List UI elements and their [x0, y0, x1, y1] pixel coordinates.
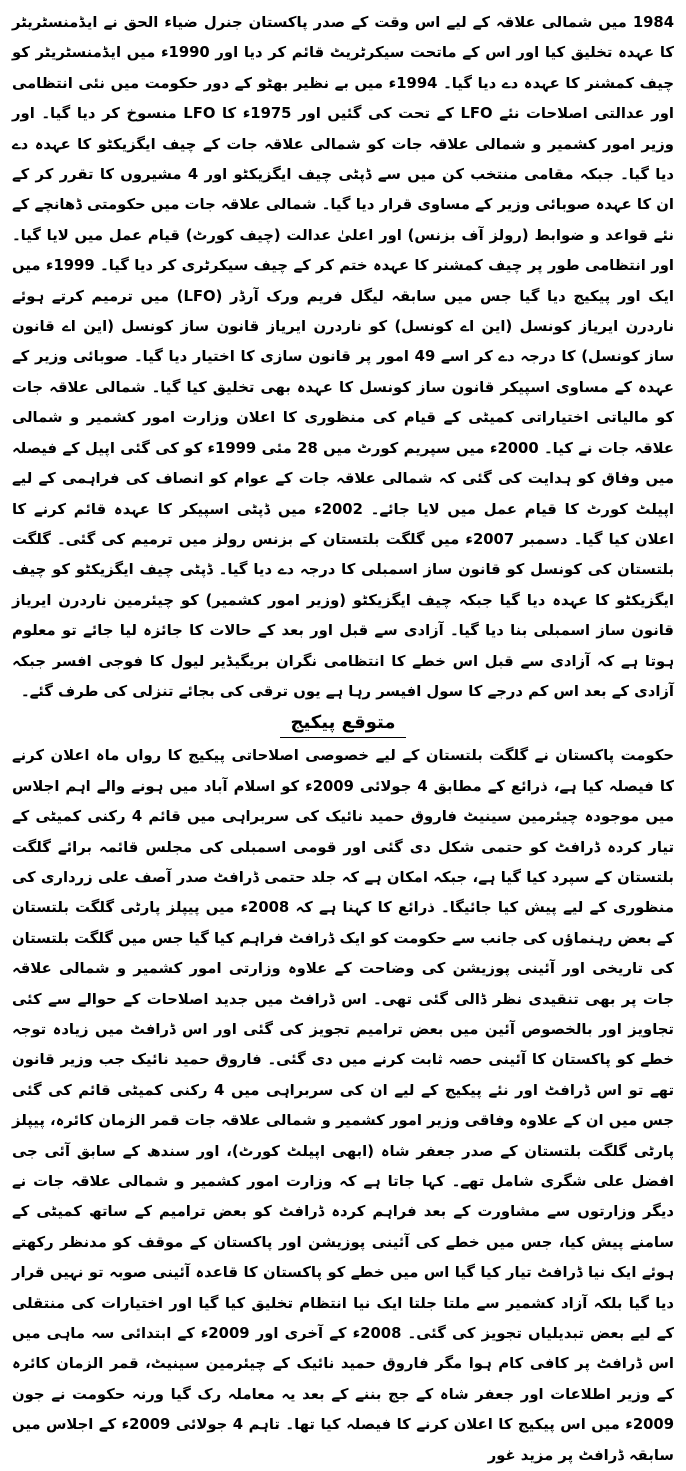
package-paragraph: حکومت پاکستان نے گلگت بلتستان کے لیے خصوصی اصلاحاتی پیکیج کا رواں ماہ اعلان کرنے کا فیصلہ کیا ہے، ذرائع کے مطابق 4 جولائی 2009ء کو اسلام آباد میں ہونے والے اہم اجلاس میں موجودہ چیئرمین سینیٹ فاروق حمید نائیک کی سربراہی میں قائم 4 رکنی کمیٹی کے تیار کردہ ڈرافٹ کو حتمی شکل دی گئی اور قومی اسمبلی کی مجلس قائمہ برائے گلگت بلتستان کے سپرد کیا گیا ہے، جبکہ امکان ہے کہ جلد حتمی ڈرافٹ صدر آصف علی زرداری کی منظوری کے لیے پیش کیا جائیگا۔ ذرائع کا کہنا ہے کہ 2008ء میں پیپلز پارٹی گلگت بلتستان کے بعض رہنماؤں کی جانب سے حکومت کو ایک ڈرافٹ فراہم کیا گیا جس میں گلگت بلتستان کی تاریخی اور آئینی پوزیشن کی وضاحت کے علاوہ وزارتی امور کشمیر و شمالی علاقہ جات پر بھی تنقیدی نظر ڈالی گئی تھی۔ اس ڈرافٹ میں جدید اصلاحات کے حوالے سے کئی تجاویز اور بالخصوص آئین میں بعض ترامیم تجویز کی گئی اور اس ڈرافٹ میں زیادہ توجہ خطے کو پاکستان کا آئینی حصہ ثابت کرنے میں دی گئی۔ فاروق حمید نائیک جب وزیر قانون تھے تو اس ڈرافٹ اور نئے پیکیج کے لیے ان کی سربراہی میں 4 رکنی کمیٹی قائم کی گئی جس میں ان کے علاوہ وفاقی وزیر امور کشمیر و شمالی علاقہ جات قمر الزمان کائرہ، پیپلز پارٹی گلگت بلتستان کے صدر جعفر شاہ (ابھی اپیلٹ کورٹ)، اور سندھ کے سابق آئی جی افضل علی شگری شامل تھے۔ کہا جاتا ہے کہ وزارت امور کشمیر و شمالی علاقہ جات نے دیگر وزارتوں سے مشاورت کے بعد فراہم کردہ ڈرافٹ کو بعض ترامیم کے ساتھ کمیٹی کے سامنے پیش کیا، جس میں خطے کی آئینی پوزیشن اور پاکستان کے موقف کو مدنظر رکھتے ہوئے ایک نیا ڈرافٹ تیار کیا گیا اس میں خطے کو پاکستان کا قاعدہ آئینی صوبہ تو نہیں قرار دیا گیا بلکہ آزاد کشمیر سے ملتا جلتا ایک نیا انتظام تخلیق کیا گیا اور اختیارات کی منتقلی کے لیے بعض تبدیلیاں تجویز کی گئی۔ 2008ء کے آخری اور 2009ء کے ابتدائی سہ ماہی میں اس ڈرافٹ پر کافی کام ہوا مگر فاروق حمید نائیک کے چیئرمین سینیٹ، قمر الزمان کائرہ کے وزیر اطلاعات اور جعفر شاہ کے جج بننے کے بعد یہ معاملہ رک گیا ورنہ حکومت نے جون 2009ء میں اس پیکیج کا اعلان کرنے کا فیصلہ کیا تھا۔ تاہم 4 جولائی 2009ء کے اجلاس میں سابقہ ڈرافٹ پر مزید غور: [12, 747, 675, 1464]
history-paragraph: 1984 میں شمالی علاقہ کے لیے اس وقت کے صدر پاکستان جنرل ضیاء الحق نے ایڈمنسٹریٹر کا عہدہ تخلیق کیا اور اس کے ماتحت سیکرٹریٹ قائم کر دیا اور 1990ء میں ایڈمنسٹریٹر کو چیف کمشنر کا عہدہ دے دیا گیا۔ 1994ء میں بے نظیر بھٹو کے دور حکومت میں نئی انتظامی اور عدالتی اصلاحات نئے LFO کے تحت کی گئیں اور 1975ء کا LFO منسوخ کر دیا گیا۔ اور وزیر امور کشمیر و شمالی علاقہ جات کو شمالی علاقہ جات کے چیف ایگزیکٹو کا عہدہ دے دیا گیا۔ جبکہ مقامی منتخب کن میں سے ڈپٹی چیف ایگزیکٹو اور 4 مشیروں کا تقرر کر کے ان کا عہدہ صوبائی وزیر کے مساوی قرار دیا گیا۔ شمالی علاقہ جات میں حکومتی ڈھانچے کے نئے قواعد و ضوابط (رولز آف بزنس) اور اعلیٰ عدالت (چیف کورٹ) قیام عمل میں لایا گیا۔ اور انتظامی طور پر چیف کمشنر کا عہدہ ختم کر کے چیف سیکرٹری کر دیا گیا۔ 1999ء میں ایک اور پیکیج دیا گیا جس میں سابقہ لیگل فریم ورک آرڈر (LFO) میں ترمیم کرتے ہوئے ناردرن ایریاز کونسل (این اے کونسل) کو ناردرن ایریاز قانون ساز کونسل (این اے قانون ساز کونسل) کا درجہ دے کر اسے 49 امور پر قانون سازی کا اختیار دیا گیا۔ صوبائی وزیر کے عہدہ کے مساوی اسپیکر قانون ساز کونسل کا عہدہ بھی تخلیق کیا گیا۔ شمالی علاقہ جات کو مالیاتی اختیاراتی کمیٹی کے قیام کی منظوری کا اعلان وزارت امور کشمیر و شمالی علاقہ جات نے کیا۔ 2000ء میں سپریم کورٹ میں 28 مئی 1999ء کو کی گئی اپیل کے فیصلہ میں وفاق کو ہدایت کی گئی کہ شمالی علاقہ جات کے عوام کو انصاف کی فراہمی کے لیے اپیلٹ کورٹ کا قیام عمل میں لایا جائے۔ 2002ء میں ڈپٹی اسپیکر کا عہدہ قائم کرنے کا اعلان کیا گیا۔ دسمبر 2007ء میں گلگت بلتستان کے بزنس رولز میں ترمیم کی گئی۔ گلگت بلتستان کی کونسل کو قانون ساز اسمبلی کا درجہ دے دیا گیا۔ ڈپٹی چیف ایگزیکٹو کو چیف ایگزیکٹو کا عہدہ دیا گیا جبکہ چیف ایگزیکٹو (وزیر امور کشمیر) کو چیئرمین ناردرن ایریاز قانون ساز اسمبلی بنا دیا گیا۔ آزادی سے قبل اور بعد کے حالات کا جائزہ لیا جائے تو معلوم ہوتا ہے کہ آزادی سے قبل اس خطے کا انتظامی نگران بریگیڈیر لیول کا فوجی افسر جبکہ آزادی کے بعد اس کم درجے کا سول افیسر رہا ہے یوں ترقی کی بجائے تنزلی کی طرف گئے۔: [12, 14, 675, 700]
heading-container: [12, 707, 674, 741]
section-history: [12, 8, 674, 707]
section-expected-package: [12, 741, 674, 1471]
section-heading: متوقع پیکیج: [280, 711, 405, 738]
